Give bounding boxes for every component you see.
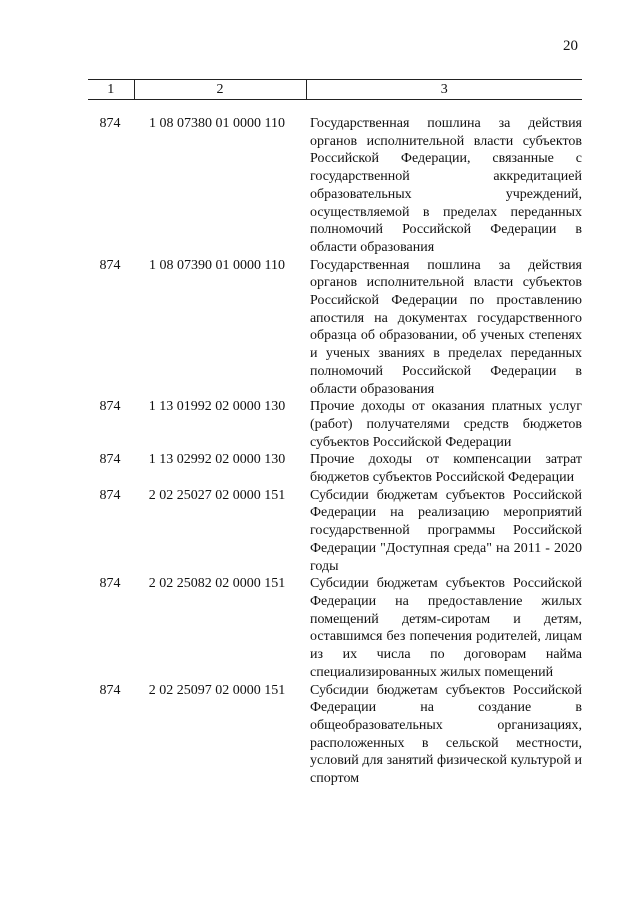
admin-code-cell: 874 [99,576,121,592]
table-row [88,451,582,486]
budget-code-cell: 2 02 25027 02 0000 151 [148,487,286,503]
table-row [88,115,582,257]
revenue-name-cell: Субсидии бюджетам субъектов Российской Федерации на создание в общеобразовательных организациях, расположенных в сельской местности, условий для занятий физической культурой и спортом [310,682,582,787]
admin-code-cell: 874 [99,682,121,698]
column-header-3: 3 [306,80,582,100]
table-row [88,682,582,788]
table-row [88,575,582,681]
admin-code-cell: 874 [99,399,121,415]
revenue-name-cell: Государственная пошлина за действия органов исполнительной власти субъектов Российской Федерации по проставлению апостиля на документах государственного образца об образовании, об ученых степенях и ученых званиях в пределах переданных полномочий Российской Федерации в области образования [310,257,582,397]
table-row [88,487,582,576]
admin-code-cell: 874 [99,487,121,503]
revenue-codes-table [88,79,582,788]
budget-code-cell: 1 13 02992 02 0000 130 [148,452,286,468]
revenue-name-cell: Субсидии бюджетам субъектов Российской Федерации на предоставление жилых помещений детям-сиротам и детям, оставшимся без попечения родителей, лицам из их числа по договорам найма специализированных жилых помещений [310,576,582,680]
table-row [88,257,582,399]
revenue-name-cell: Прочие доходы от компенсации затрат бюджетов субъектов Российской Федерации [310,452,582,486]
revenue-name-cell: Субсидии бюджетам субъектов Российской Федерации на реализацию мероприятий государственной программы Российской Федерации "Доступная среда" на 2011 - 2020 годы [310,487,582,574]
budget-code-cell: 2 02 25097 02 0000 151 [148,682,286,698]
column-header-2: 2 [134,80,306,100]
page-number: 20 [563,38,578,54]
column-header-1: 1 [88,80,134,100]
revenue-name-cell: Прочие доходы от оказания платных услуг (работ) получателями средств бюджетов субъектов Российской Федерации [310,399,582,450]
table-header-row [88,80,582,100]
budget-code-cell: 1 08 07380 01 0000 110 [149,116,285,131]
admin-code-cell: 874 [99,257,121,273]
table-row [88,398,582,451]
admin-code-cell: 874 [99,452,121,468]
admin-code-cell: 874 [99,116,121,131]
revenue-name-cell: Государственная пошлина за действия органов исполнительной власти субъектов Российской Федерации, связанные с государственной аккредитацией образовательных учреждений, осуществляемой в пределах переданных полномочий Российской Федерации в области образования [310,116,582,255]
budget-code-cell: 1 13 01992 02 0000 130 [148,399,286,415]
budget-code-cell: 1 08 07390 01 0000 110 [149,257,285,273]
budget-code-cell: 2 02 25082 02 0000 151 [148,576,286,592]
